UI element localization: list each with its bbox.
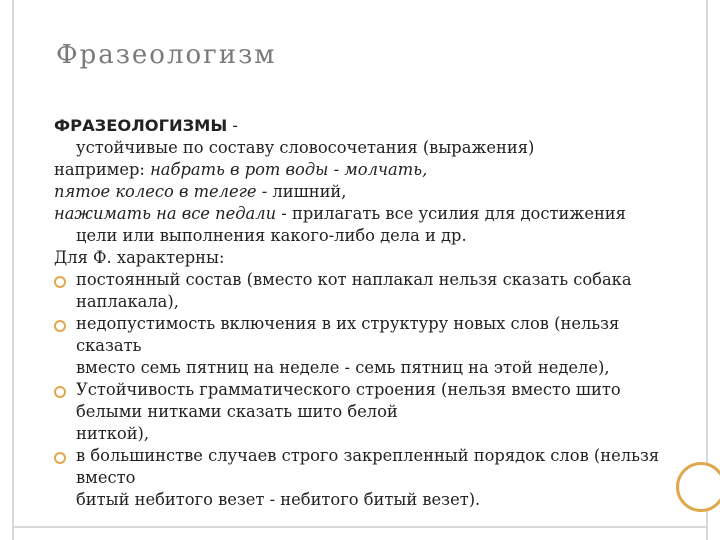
bullet-icon — [54, 320, 66, 332]
example-phrase: пятое колесо в телеге — [54, 182, 257, 201]
page-number-circle — [676, 462, 720, 512]
bullet-text-line: битый небитого везет - небитого битый везет). — [76, 490, 481, 509]
slide-frame-left — [12, 0, 14, 540]
example-2 — [54, 181, 686, 203]
term-line — [54, 115, 686, 137]
bullet-text-line: вместо — [76, 468, 136, 487]
bullet-item — [54, 313, 686, 379]
bullet-text-line: сказать — [76, 336, 142, 355]
bullet-text-line: наплакала), — [76, 292, 179, 311]
example-3 — [54, 203, 686, 225]
slide-content — [54, 115, 686, 511]
bullet-icon — [54, 452, 66, 464]
bullet-icon — [54, 386, 66, 398]
example-dash: - — [328, 160, 345, 179]
features-heading: Для Ф. характерны: — [54, 248, 225, 267]
bullet-text-line: постоянный состав (вместо кот наплакал нельзя сказать собака — [76, 270, 632, 289]
example-phrase: нажимать на все педали — [54, 204, 277, 223]
term-heading: ФРАЗЕОЛОГИЗМЫ — [54, 116, 228, 135]
bullet-text-line: в большинстве случаев строго закрепленный порядок слов (нельзя — [76, 446, 660, 465]
definition-line: устойчивые по составу словосочетания (выражения) — [76, 138, 535, 157]
example-phrase: набрать в рот воды — [150, 160, 329, 179]
example-meaning: - прилагать все усилия для достижения — [276, 204, 626, 223]
example-3-continuation: цели или выполнения какого-либо дела и др. — [76, 226, 467, 245]
term-dash: - — [227, 116, 238, 135]
slide-frame-right — [706, 0, 708, 540]
example-meaning: молчать, — [344, 160, 428, 179]
slide-frame-bottom — [12, 526, 708, 528]
bullet-item — [54, 445, 686, 511]
example-intro: например: — [54, 160, 151, 179]
bullet-icon — [54, 276, 66, 288]
bullet-text-line: Устойчивость грамматического строения (нельзя вместо шито — [76, 380, 621, 399]
example-meaning: - лишний, — [256, 182, 347, 201]
bullet-item — [54, 269, 686, 313]
bullet-text-line: ниткой), — [76, 424, 150, 443]
bullet-text-line: вместо семь пятниц на неделе - семь пятниц на этой неделе), — [76, 358, 610, 377]
example-1 — [54, 159, 686, 181]
bullet-text-line: недопустимость включения в их структуру новых слов (нельзя — [76, 314, 620, 333]
bullet-item — [54, 379, 686, 445]
slide-title: Фразеологизм — [56, 40, 277, 70]
bullet-text-line: белыми нитками сказать шито белой — [76, 402, 398, 421]
